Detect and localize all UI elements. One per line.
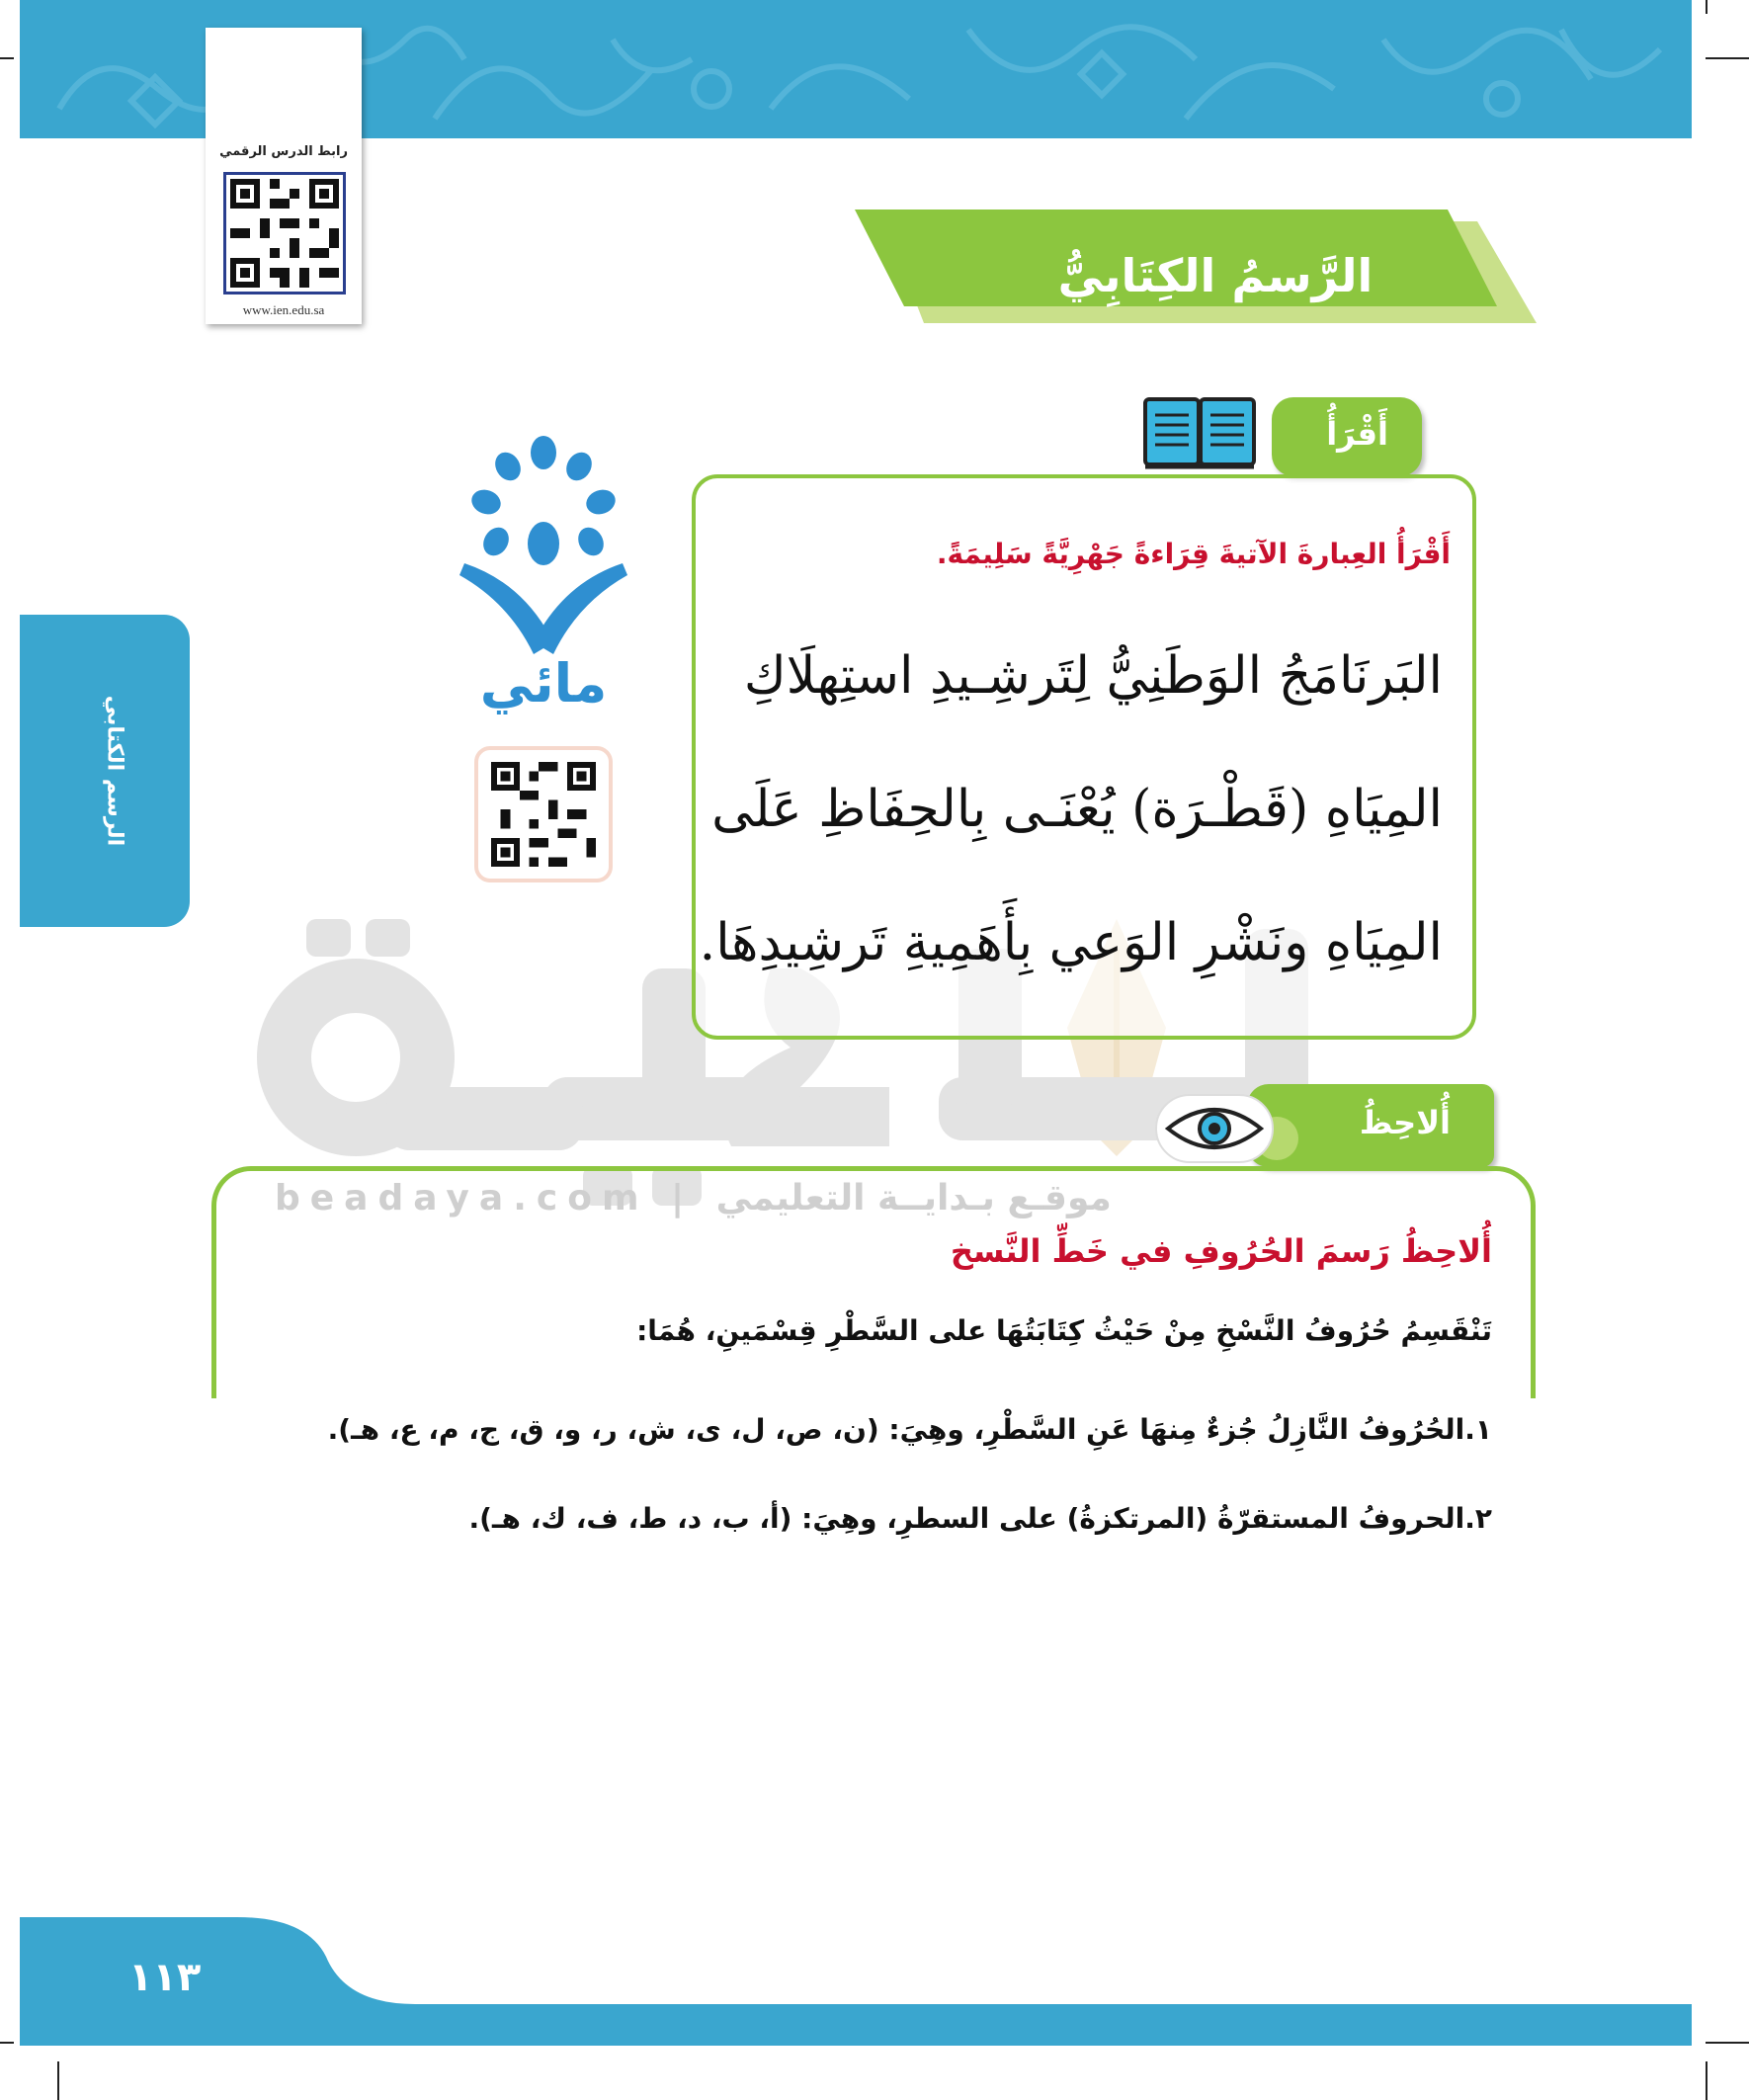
observe-intro: تَنْقَسِمُ حُرُوفُ النَّسْخِ مِنْ حَيْثُ كِتَابَتُهَا على السَّطْرِ قِسْمَينِ، هُمَا:	[636, 1314, 1492, 1347]
digital-lesson-card[interactable]	[206, 28, 362, 324]
crop-mark	[1706, 2042, 1749, 2044]
read-section-label	[1272, 397, 1422, 476]
observe-item-2: ٢.الحروفُ المستقرّةُ (المرتكزةُ) على السطرِ، وهِيَ: (أ، ب، د، ط، ف، ك، هـ).	[468, 1502, 1492, 1535]
reading-line-1: البَرنَامَجُ الوَطَنِيُّ لِتَرشِـيدِ استِهلَاكِ	[743, 646, 1443, 706]
page-title: الرَّسمُ الكِتَابِيُّ	[1057, 249, 1374, 302]
digital-link-url[interactable]: www.ien.edu.sa	[242, 302, 325, 317]
crop-mark	[1706, 0, 1707, 14]
open-book-icon	[1141, 395, 1258, 472]
reading-line-3: المِيَاهِ ونَشْرِ الوَعي بِأَهَمِيةِ تَرشِيدِهَا.	[699, 913, 1443, 972]
reading-line-2: المِيَاهِ (قَطْـرَة) يُعْنَـى بِالحِفَاظِ عَلَى	[711, 780, 1443, 839]
watermark-text: beadaya.com | موقـع بـدايــة التعليمي	[275, 1178, 1112, 1218]
observe-title: أُلاحِظُ رَسمَ الحُرُوفِ في خَطِّ النَّسخ	[950, 1232, 1492, 1270]
crop-mark	[0, 2042, 14, 2044]
crop-mark	[1706, 2061, 1707, 2100]
read-instruction: أَقْرَأُ العِبارةَ الآتيةَ قِرَاءةً جَهْرِيَّةً سَلِيمَةً.	[936, 538, 1451, 570]
observe-section-box	[211, 1166, 1536, 1398]
maei-qr-code-icon[interactable]	[474, 746, 613, 882]
qr-code-icon[interactable]	[223, 172, 346, 294]
crop-mark	[1706, 57, 1749, 59]
read-label-text: أَقْرَأُ	[1326, 415, 1388, 453]
read-section-box	[692, 474, 1476, 1040]
page-number: ١١٣	[128, 1955, 202, 2000]
maei-logo-label: مائي	[479, 652, 608, 714]
eye-icon	[1154, 1093, 1275, 1164]
digital-link-caption: رابط الدرس الرقمي	[219, 144, 348, 159]
crop-mark	[0, 57, 14, 59]
bottom-banner	[20, 1917, 1692, 2046]
observe-label-text: أُلاحِظُ	[1359, 1104, 1451, 1141]
crop-mark	[57, 2061, 59, 2100]
observe-item-1: ١.الحُرُوفُ النَّازِلُ جُزءٌ مِنهَا عَنِ السَّطْرِ، وهِيَ: (ن، ص، ل، ى، ش، ر، و، ق، ج، م، ع، هـ).	[327, 1413, 1492, 1446]
side-tab-label: الرسم الكتابي	[102, 695, 127, 847]
